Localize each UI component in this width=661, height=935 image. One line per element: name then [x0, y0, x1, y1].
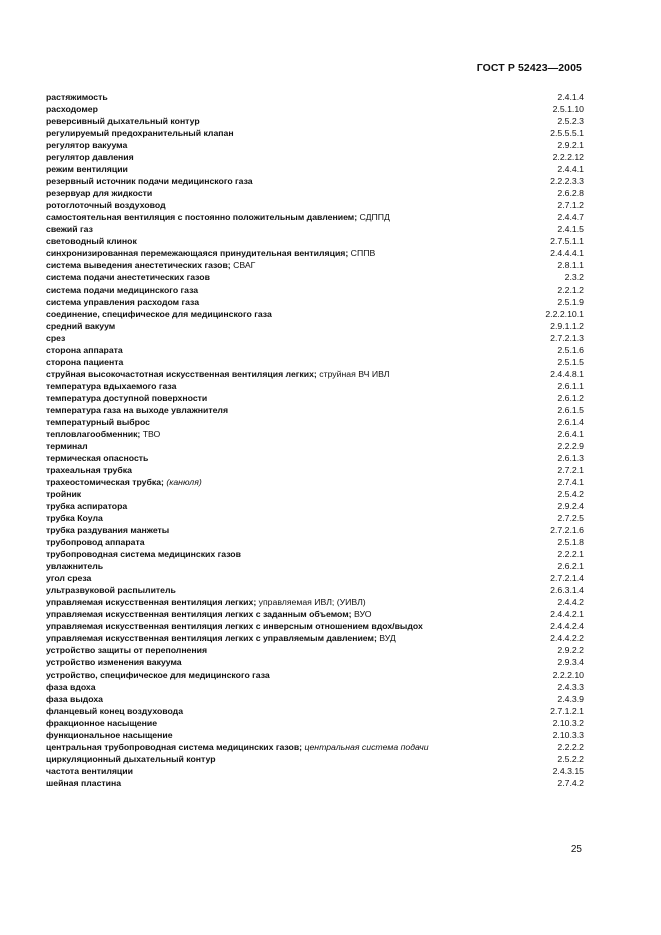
index-entry-text: [46, 428, 160, 440]
index-entry-text: [46, 729, 173, 741]
index-entry: [46, 392, 584, 404]
index-entry: [46, 777, 584, 789]
index-clause-number: 2.4.1.4: [557, 92, 584, 102]
index-term: регулируемый предохранительный клапан: [46, 128, 234, 139]
index-entry-text: [46, 452, 148, 464]
index-term: устройство изменения вакуума: [46, 657, 182, 668]
index-entry-text: [46, 91, 108, 103]
index-term: трубопроводная система медицинских газов: [46, 549, 241, 560]
index-entry-text: [46, 103, 98, 115]
index-entry-text: [46, 356, 123, 368]
index-clause-number: 2.6.1.3: [557, 452, 584, 463]
index-clause-number: 2.7.1.2.1: [550, 705, 584, 716]
index-entry: [46, 656, 584, 668]
index-clause-number: 2.6.1.5: [557, 404, 584, 415]
index-entry: [46, 223, 584, 235]
index-term: увлажнитель: [46, 561, 104, 572]
index-clause-number: 2.6.1.2: [557, 392, 584, 403]
index-entry-text: [46, 235, 137, 247]
index-entry-text: [46, 368, 390, 380]
index-entry-text: [46, 127, 234, 139]
index-entry-text: [46, 308, 272, 320]
index-term: циркуляционный дыхательный контур: [46, 753, 216, 764]
index-entry: [46, 320, 584, 332]
index-entry: [46, 452, 584, 464]
index-entry-text: [46, 500, 127, 512]
index-term: частота вентиляции: [46, 765, 133, 776]
index-term: устройство защиты от переполнения: [46, 645, 208, 656]
index-clause-number: 2.2.2.9: [557, 440, 584, 451]
index-clause-number: 2.7.2.1: [557, 464, 584, 475]
index-entry: [46, 524, 584, 536]
index-term: ультразвуковой распылитель: [46, 585, 176, 596]
index-entry-text: [46, 247, 375, 259]
index-entry: [46, 644, 584, 656]
index-entry-text: [46, 560, 103, 572]
index-clause-number: 2.8.1.1: [557, 260, 584, 271]
index-entry: [46, 211, 584, 223]
index-entry: [46, 440, 584, 452]
index-entry: [46, 753, 584, 765]
index-entry-text: [46, 115, 200, 127]
index-term: тепловлагообменник;: [46, 428, 141, 439]
index-term: самостоятельная вентиляция с постоянно положительным давлением;: [46, 212, 358, 223]
index-term: система подачи медицинского газа: [46, 284, 199, 295]
index-entry: [46, 404, 584, 416]
index-term: расходомер: [46, 104, 98, 115]
index-entry: [46, 284, 584, 296]
index-clause-number: 2.9.2.1: [557, 140, 584, 151]
index-entry: [46, 560, 584, 572]
index-entry-text: [46, 608, 371, 620]
index-term: свежий газ: [46, 224, 93, 235]
index-term: управляемая искусственная вентиляция легких с инверсным отношением вдох/выдох: [46, 621, 423, 632]
index-entry: [46, 368, 584, 380]
index-entry-text: [46, 416, 150, 428]
index-entry-text: [46, 271, 210, 283]
index-clause-number: 2.6.2.8: [557, 188, 584, 199]
index-entry: [46, 247, 584, 259]
index-term: трубопровод аппарата: [46, 537, 145, 548]
index-entry-text: [46, 717, 157, 729]
index-entry: [46, 536, 584, 548]
index-entry-text: [46, 151, 134, 163]
index-clause-number: 2.4.4.1: [557, 164, 584, 175]
index-entry: [46, 163, 584, 175]
index-entry: [46, 296, 584, 308]
index-clause-number: 2.2.2.3.3: [550, 176, 584, 187]
index-entry: [46, 428, 584, 440]
index-term: срез: [46, 332, 66, 343]
index-entry: [46, 380, 584, 392]
index-entry: [46, 476, 584, 488]
index-clause-number: 2.7.5.1.1: [550, 236, 584, 247]
index-clause-number: 2.7.2.1.6: [550, 525, 584, 536]
index-entry-text: [46, 380, 176, 392]
index-clause-number: 2.9.2.2: [557, 645, 584, 656]
index-entry-text: [46, 175, 253, 187]
index-entry: [46, 416, 584, 428]
index-clause-number: 2.6.3.1.4: [550, 585, 584, 596]
index-entry: [46, 356, 584, 368]
index-term: функциональное насыщение: [46, 729, 173, 740]
index-entry: [46, 271, 584, 283]
index-entry-text: [46, 765, 133, 777]
index-term-abbreviation: управляемая ИВЛ; (УИВЛ): [256, 597, 366, 608]
index-entry-text: [46, 596, 366, 608]
index-term-abbreviation: СППВ: [348, 248, 376, 259]
index-entry-text: [46, 548, 241, 560]
index-entry: [46, 199, 584, 211]
index-entry-text: [46, 139, 127, 151]
index-clause-number: 2.4.1.5: [557, 224, 584, 235]
index-clause-number: 2.5.2.3: [557, 116, 584, 127]
index-clause-number: 2.4.4.2.4: [550, 621, 584, 632]
index-clause-number: 2.5.2.2: [557, 753, 584, 764]
index-clause-number: 2.5.1.10: [552, 104, 584, 115]
index-clause-number: 2.4.4.2.1: [550, 609, 584, 620]
index-entry-text: [46, 259, 255, 271]
index-entry-text: [46, 777, 121, 789]
index-clause-number: 2.2.2.10.1: [545, 308, 584, 319]
index-entry-text: [46, 440, 88, 452]
index-term: центральная трубопроводная система медицинских газов;: [46, 741, 303, 752]
index-clause-number: 2.9.3.4: [557, 657, 584, 668]
index-clause-number: 2.7.1.2: [557, 200, 584, 211]
index-term: температура газа на выходе увлажнителя: [46, 404, 229, 415]
index-term: средний вакуум: [46, 320, 116, 331]
index-clause-number: 2.2.2.10: [552, 669, 584, 680]
index-entry-text: [46, 284, 198, 296]
index-entry-text: [46, 644, 207, 656]
index-entry-text: [46, 332, 65, 344]
index-clause-number: 2.2.1.2: [557, 284, 584, 295]
index-term: регулятор вакуума: [46, 140, 128, 151]
index-term-abbreviation: струйная ВЧ ИВЛ: [316, 368, 390, 379]
index-clause-number: 2.5.1.9: [557, 296, 584, 307]
index-entry-text: [46, 488, 81, 500]
index-entry: [46, 175, 584, 187]
index-term: управляемая искусственная вентиляция легких;: [46, 597, 257, 608]
index-term-abbreviation: ТВО: [140, 428, 161, 439]
index-clause-number: 2.4.4.2.2: [550, 633, 584, 644]
index-entry: [46, 669, 584, 681]
index-term: соединение, специфическое для медицинского газа: [46, 308, 272, 319]
index-entry: [46, 596, 584, 608]
index-entry-text: [46, 620, 423, 632]
index-entry-text: [46, 320, 115, 332]
index-clause-number: 2.7.2.1.3: [550, 332, 584, 343]
index-term: тройник: [46, 489, 82, 500]
index-entry-text: [46, 187, 152, 199]
index-entry: [46, 765, 584, 777]
index-entry: [46, 332, 584, 344]
index-term: резервуар для жидкости: [46, 188, 153, 199]
index-entry-text: [46, 669, 270, 681]
index-entry: [46, 693, 584, 705]
index-entry: [46, 91, 584, 103]
index-term: сторона пациента: [46, 356, 124, 367]
index-term: фаза выдоха: [46, 693, 104, 704]
index-entry-text: [46, 584, 176, 596]
index-clause-number: 2.4.3.9: [557, 693, 584, 704]
index-entry: [46, 127, 584, 139]
index-clause-number: 2.9.2.4: [557, 501, 584, 512]
standard-title: ГОСТ Р 52423—2005: [476, 62, 582, 74]
index-entry-text: [46, 296, 199, 308]
index-entry: [46, 151, 584, 163]
index-entry-text: [46, 656, 182, 668]
index-entry: [46, 705, 584, 717]
index-entry: [46, 681, 584, 693]
index-entry-text: [46, 753, 216, 765]
index-clause-number: 2.2.2.1: [557, 549, 584, 560]
index-clause-number: 2.7.2.5: [557, 513, 584, 524]
index-entry-text: [46, 464, 132, 476]
index-term: система управления расходом газа: [46, 296, 200, 307]
index-clause-number: 2.6.4.1: [557, 428, 584, 439]
index-term: температурный выброс: [46, 416, 150, 427]
index-clause-number: 2.5.1.5: [557, 356, 584, 367]
index-term: фаза вдоха: [46, 681, 96, 692]
index-entry-text: [46, 524, 169, 536]
index-entry-text: [46, 163, 128, 175]
index-term: система выведения анестетических газов;: [46, 260, 231, 271]
index-entry: [46, 632, 584, 644]
index-entry: [46, 717, 584, 729]
alphabetical-index: [46, 91, 584, 789]
index-clause-number: 2.5.1.6: [557, 344, 584, 355]
index-term: регулятор давления: [46, 152, 134, 163]
index-clause-number: 2.4.3.3: [557, 681, 584, 692]
index-term: температура доступной поверхности: [46, 392, 208, 403]
index-clause-number: 2.6.2.1: [557, 561, 584, 572]
index-term: реверсивный дыхательный контур: [46, 116, 200, 127]
index-term: фракционное насыщение: [46, 717, 158, 728]
index-entry-text: [46, 211, 390, 223]
index-entry: [46, 115, 584, 127]
index-clause-number: 2.7.4.2: [557, 777, 584, 788]
page-number: 25: [570, 844, 582, 855]
index-term: трубка аспиратора: [46, 501, 128, 512]
index-term-abbreviation: ВУД: [376, 633, 396, 644]
index-term: температура вдыхаемого газа: [46, 380, 177, 391]
index-term: терминал: [46, 440, 88, 451]
index-entry-text: [46, 741, 429, 753]
index-entry: [46, 741, 584, 753]
index-term-abbreviation: (канюля): [163, 477, 202, 487]
index-clause-number: 2.4.4.2: [557, 597, 584, 608]
index-term: трубка раздувания манжеты: [46, 525, 170, 536]
index-entry-text: [46, 693, 103, 705]
index-entry: [46, 572, 584, 584]
index-entry: [46, 488, 584, 500]
index-term: сторона аппарата: [46, 344, 123, 355]
index-clause-number: 2.2.2.2: [557, 741, 584, 752]
index-clause-number: 2.5.1.8: [557, 537, 584, 548]
index-term: управляемая искусственная вентиляция легких с управляемым давлением;: [46, 633, 377, 644]
index-entry-text: [46, 572, 91, 584]
index-entry-text: [46, 476, 202, 488]
index-clause-number: 2.5.5.5.1: [550, 128, 584, 139]
index-entry: [46, 187, 584, 199]
index-entry-text: [46, 344, 123, 356]
index-term: устройство, специфическое для медицинского газа: [46, 669, 270, 680]
index-entry: [46, 464, 584, 476]
index-entry: [46, 512, 584, 524]
index-term: угол среза: [46, 573, 92, 584]
index-term: термическая опасность: [46, 452, 149, 463]
index-term: растяжимость: [46, 92, 108, 102]
index-clause-number: 2.10.3.2: [552, 717, 584, 728]
index-clause-number: 2.10.3.3: [552, 729, 584, 740]
index-clause-number: 2.4.4.8.1: [550, 368, 584, 379]
index-entry: [46, 620, 584, 632]
index-term: шейная пластина: [46, 777, 122, 788]
index-term-abbreviation: СВАГ: [230, 260, 256, 271]
index-term: управляемая искусственная вентиляция легких с заданным объемом;: [46, 609, 352, 620]
index-entry-text: [46, 199, 166, 211]
index-clause-number: 2.4.4.4.1: [550, 248, 584, 259]
index-clause-number: 2.6.1.4: [557, 416, 584, 427]
index-entry: [46, 103, 584, 115]
index-clause-number: 2.5.4.2: [557, 489, 584, 500]
index-term-abbreviation: центральная система подачи: [302, 741, 429, 752]
index-clause-number: 2.4.3.15: [552, 765, 584, 776]
index-entry: [46, 608, 584, 620]
index-entry-text: [46, 632, 396, 644]
index-clause-number: 2.9.1.1.2: [550, 320, 584, 331]
index-entry: [46, 500, 584, 512]
index-entry: [46, 344, 584, 356]
index-clause-number: 2.4.4.7: [557, 212, 584, 223]
index-clause-number: 2.7.2.1.4: [550, 573, 584, 584]
index-clause-number: 2.2.2.12: [552, 152, 584, 163]
index-entry: [46, 308, 584, 320]
index-term: система подачи анестетических газов: [46, 272, 210, 283]
index-term: резервный источник подачи медицинского газа: [46, 176, 253, 187]
index-entry-text: [46, 705, 183, 717]
index-term: трахеостомическая трубка;: [46, 477, 164, 487]
index-term-abbreviation: ВУО: [351, 609, 372, 620]
index-term: фланцевый конец воздуховода: [46, 705, 184, 716]
index-term: трахеальная трубка: [46, 464, 132, 475]
index-entry-text: [46, 392, 207, 404]
index-entry-text: [46, 404, 228, 416]
index-term: трубка Коула: [46, 513, 103, 524]
index-entry: [46, 729, 584, 741]
index-term: режим вентиляции: [46, 164, 128, 175]
index-entry: [46, 548, 584, 560]
index-entry: [46, 584, 584, 596]
index-term: световодный клинок: [46, 236, 137, 247]
index-term: синхронизированная перемежающаяся принудительная вентиляция;: [46, 248, 349, 259]
index-entry: [46, 139, 584, 151]
index-entry-text: [46, 681, 96, 693]
index-term-abbreviation: СДППД: [357, 212, 390, 223]
index-entry-text: [46, 536, 145, 548]
index-term: струйная высокочастотная искусственная вентиляция легких;: [46, 368, 317, 379]
index-entry-text: [46, 223, 93, 235]
index-term: ротоглоточный воздуховод: [46, 200, 166, 211]
index-entry: [46, 259, 584, 271]
index-entry-text: [46, 512, 103, 524]
index-clause-number: 2.3.2: [564, 272, 584, 283]
index-clause-number: 2.6.1.1: [557, 380, 584, 391]
index-entry: [46, 235, 584, 247]
index-clause-number: 2.7.4.1: [557, 477, 584, 487]
